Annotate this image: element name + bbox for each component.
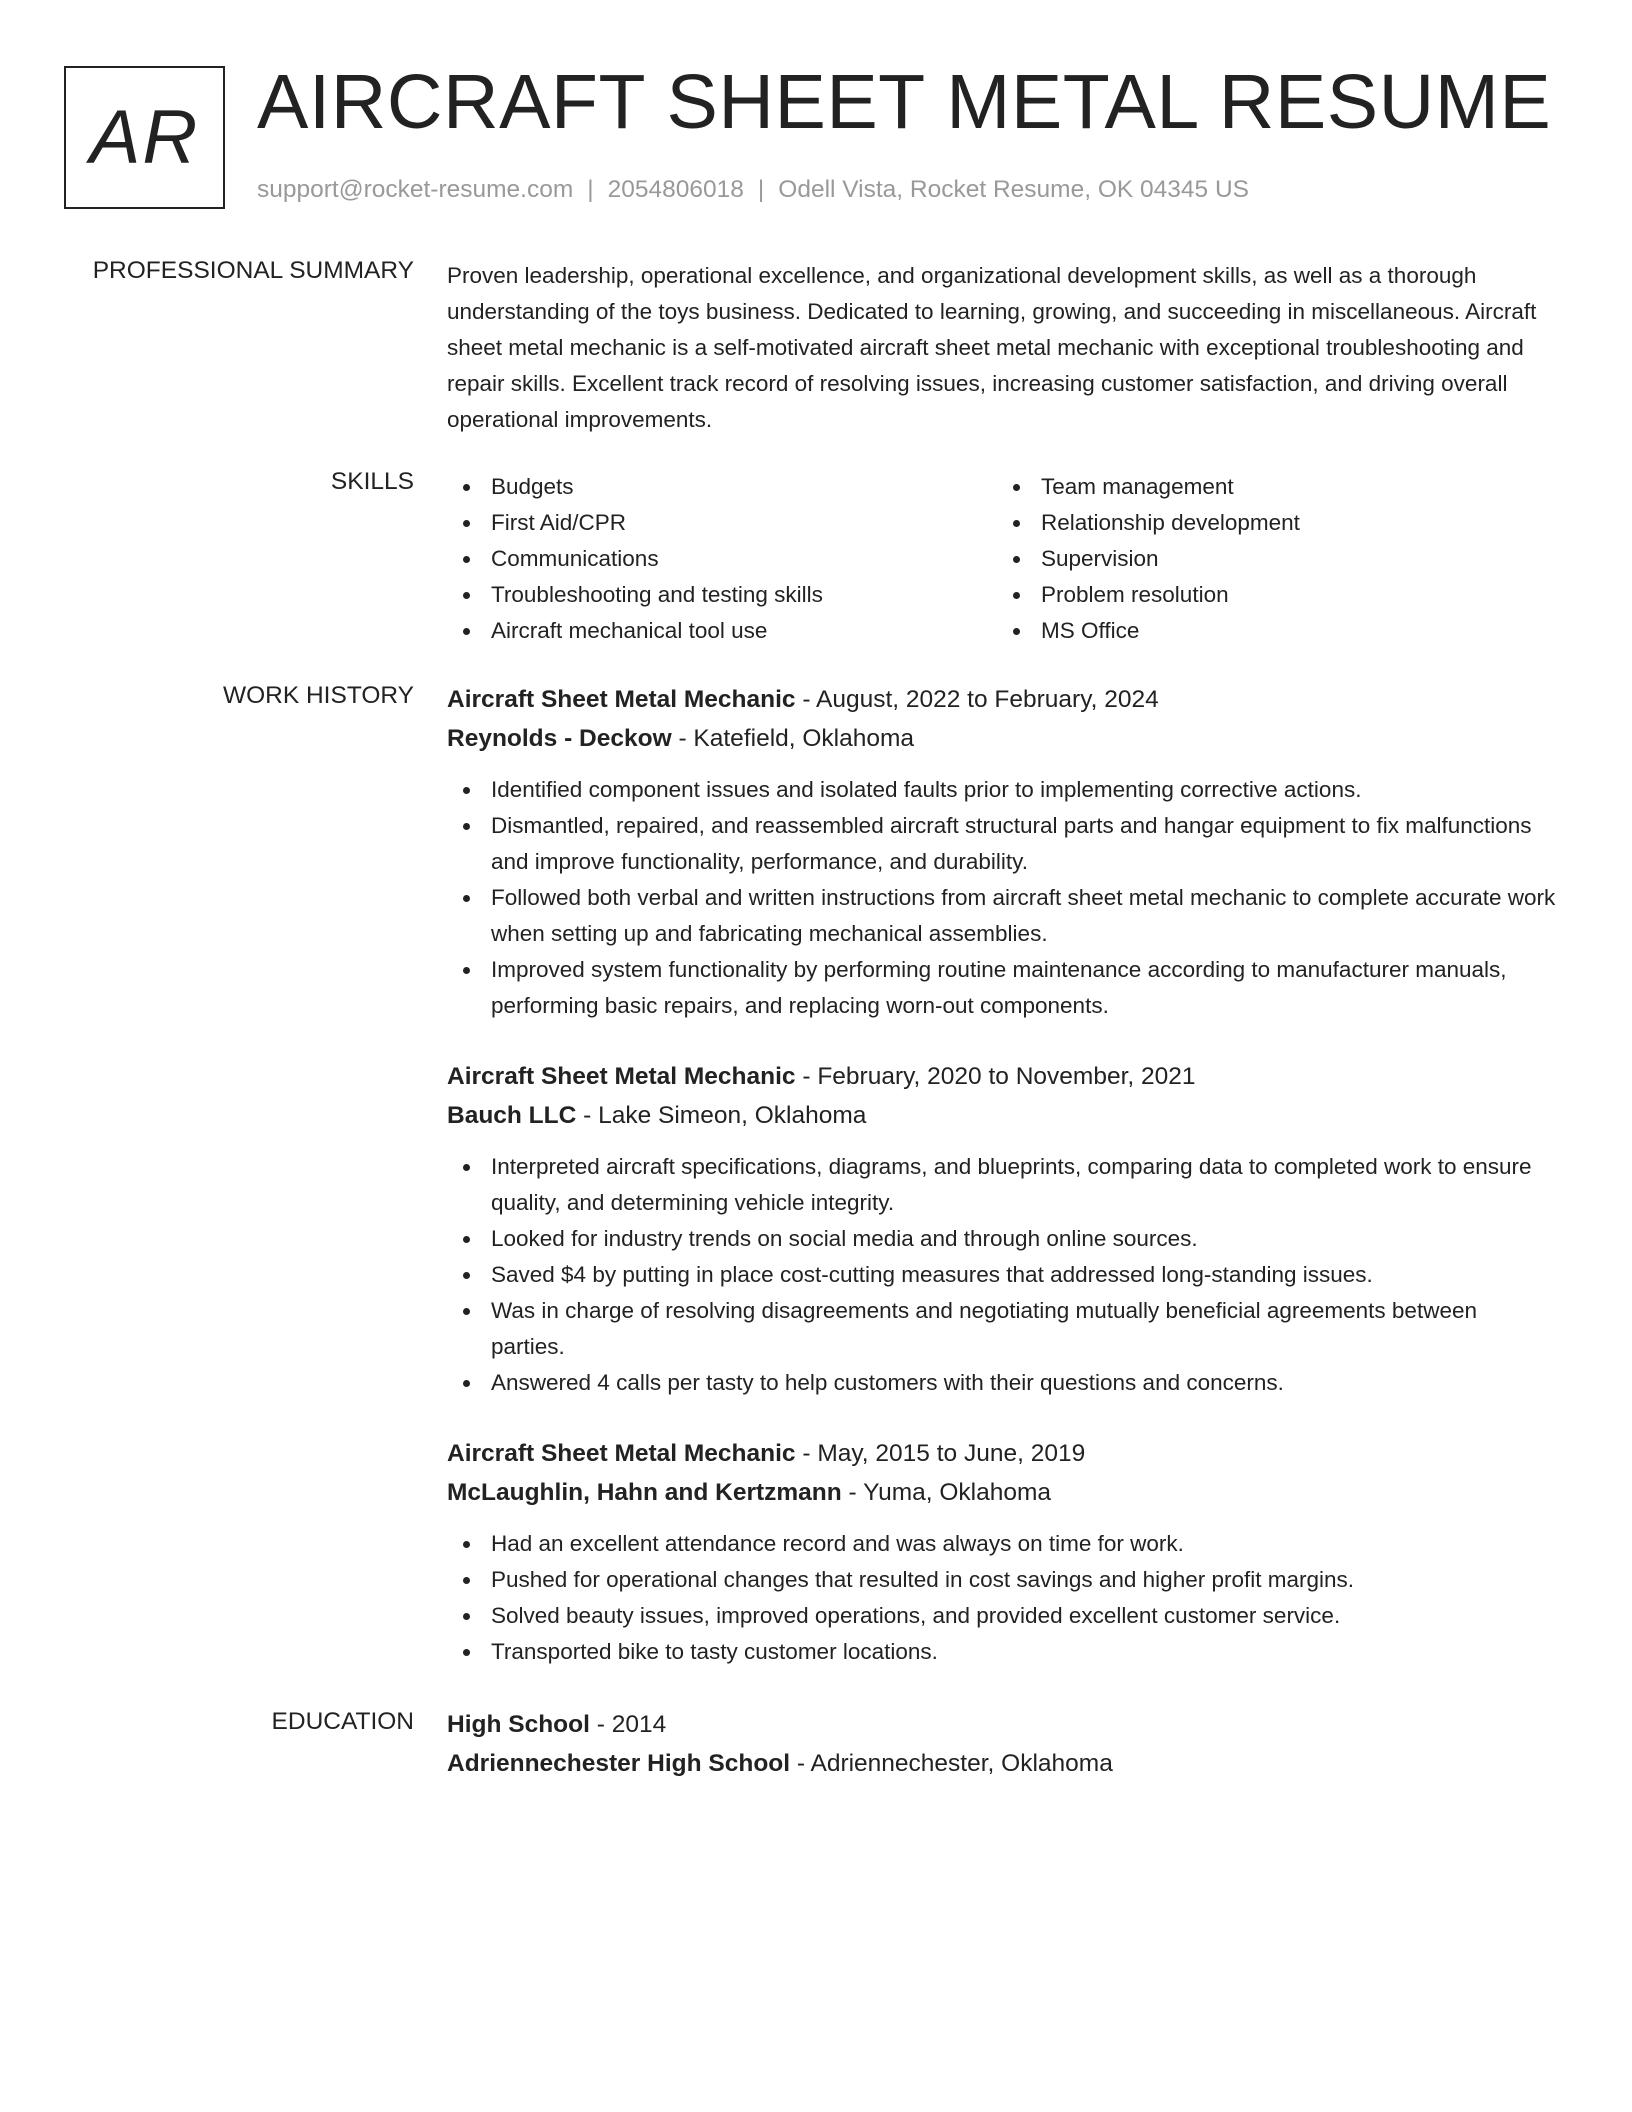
contact-email: support@rocket-resume.com: [257, 176, 574, 203]
job-bullets: [447, 772, 1557, 1024]
job-bullet: Pushed for operational changes that resulted in cost savings and higher profit margins.: [447, 1562, 1557, 1598]
section-label-summary: PROFESSIONAL SUMMARY: [92, 257, 414, 284]
skill-item: Communications: [447, 541, 997, 577]
skill-item: Problem resolution: [997, 577, 1547, 613]
contact-separator: |: [587, 176, 594, 203]
skill-item: First Aid/CPR: [447, 505, 997, 541]
skill-item: Budgets: [447, 469, 997, 505]
skills-list: [447, 469, 1557, 649]
education-degree-line: [447, 1705, 1557, 1744]
contact-line: [257, 176, 1249, 204]
job-bullets: [447, 1526, 1557, 1670]
job-title-line: [447, 1057, 1557, 1096]
contact-phone: 2054806018: [607, 176, 744, 203]
section-label-skills: SKILLS: [330, 468, 414, 495]
job-entry: [447, 1434, 1557, 1670]
skill-item: Relationship development: [997, 505, 1547, 541]
job-bullet: Saved $4 by putting in place cost-cutting measures that addressed long-standing issues.: [447, 1257, 1557, 1293]
skill-item: Supervision: [997, 541, 1547, 577]
job-company-line: [447, 1473, 1557, 1512]
summary-text: Proven leadership, operational excellence, and organizational development skills, as well as a thorough understanding of the toys business. Dedicated to learning, growing, and succeeding in miscellaneous. Aircraft sheet metal mechanic is a self-motivated aircraft sheet metal mechanic with exceptional troubleshooting and repair skills. Excellent track record of resolving issues, increasing customer satisfaction, and driving overall operational improvements.: [447, 263, 1537, 432]
contact-separator: |: [757, 176, 765, 203]
job-title-line: [447, 1434, 1557, 1473]
skill-item: Team management: [997, 469, 1547, 505]
education-entry: [447, 1705, 1557, 1783]
skill-item: Aircraft mechanical tool use: [447, 613, 997, 649]
section-label-work-history: WORK HISTORY: [222, 682, 414, 709]
job-title: Aircraft Sheet Metal Mechanic: [447, 1440, 796, 1467]
job-company-line: [447, 1096, 1557, 1135]
job-location: - Katefield, Oklahoma: [671, 725, 915, 752]
section-label-education: EDUCATION: [271, 1708, 414, 1735]
education-school: Adriennechester High School: [447, 1750, 791, 1777]
skills-column-right: [997, 469, 1547, 649]
job-bullet: Transported bike to tasty customer locations.: [447, 1634, 1557, 1670]
job-title: Aircraft Sheet Metal Mechanic: [447, 1063, 796, 1090]
job-bullet: Identified component issues and isolated faults prior to implementing corrective actions.: [447, 772, 1557, 808]
job-company: Reynolds - Deckow: [447, 725, 672, 752]
job-bullet: Dismantled, repaired, and reassembled aircraft structural parts and hangar equipment to fix malfunctions and improve functionality, performance, and durability.: [447, 808, 1557, 880]
skill-item: Troubleshooting and testing skills: [447, 577, 997, 613]
education-degree: High School: [447, 1711, 590, 1738]
job-company: Bauch LLC: [447, 1102, 577, 1129]
job-entry: [447, 680, 1557, 1024]
skills-column-left: [447, 469, 997, 649]
job-entry: [447, 1057, 1557, 1401]
education-location: - Adriennechester, Oklahoma: [790, 1750, 1113, 1777]
job-bullet: Interpreted aircraft specifications, diagrams, and blueprints, comparing data to completed work to ensure quality, and determining vehicle integrity.: [447, 1149, 1557, 1221]
education-year: - 2014: [589, 1711, 667, 1738]
job-company-line: [447, 719, 1557, 758]
job-bullet: Improved system functionality by performing routine maintenance according to manufacturer manuals, performing basic repairs, and replacing worn-out components.: [447, 952, 1557, 1024]
job-bullet: Answered 4 calls per tasty to help customers with their questions and concerns.: [447, 1365, 1557, 1401]
job-bullet: Followed both verbal and written instructions from aircraft sheet metal mechanic to complete accurate work when setting up and fabricating mechanical assemblies.: [447, 880, 1557, 952]
job-bullet: Solved beauty issues, improved operations, and provided excellent customer service.: [447, 1598, 1557, 1634]
job-bullet: Was in charge of resolving disagreements and negotiating mutually beneficial agreements between parties.: [447, 1293, 1557, 1365]
monogram-logo: AR: [64, 66, 225, 209]
resume-title: AIRCRAFT SHEET METAL RESUME: [257, 59, 1552, 145]
contact-address: Odell Vista, Rocket Resume, OK 04345 US: [778, 176, 1249, 203]
skill-item: MS Office: [997, 613, 1547, 649]
job-dates: - May, 2015 to June, 2019: [795, 1440, 1086, 1467]
job-location: - Yuma, Oklahoma: [841, 1479, 1052, 1506]
job-title: Aircraft Sheet Metal Mechanic: [447, 686, 796, 713]
job-company: McLaughlin, Hahn and Kertzmann: [447, 1479, 842, 1506]
education-school-line: [447, 1744, 1557, 1783]
job-dates: - August, 2022 to February, 2024: [795, 686, 1159, 713]
job-bullets: [447, 1149, 1557, 1401]
job-bullet: Looked for industry trends on social media and through online sources.: [447, 1221, 1557, 1257]
job-bullet: Had an excellent attendance record and was always on time for work.: [447, 1526, 1557, 1562]
job-location: - Lake Simeon, Oklahoma: [576, 1102, 867, 1129]
job-title-line: [447, 680, 1557, 719]
job-dates: - February, 2020 to November, 2021: [795, 1063, 1196, 1090]
